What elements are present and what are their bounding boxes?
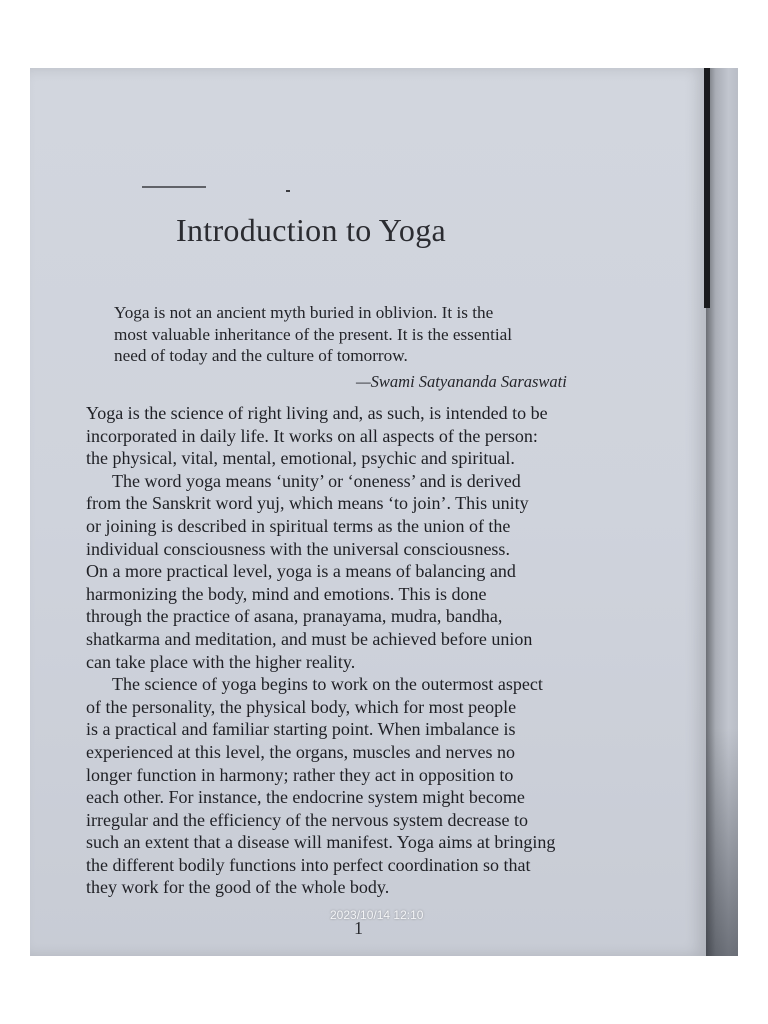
epigraph-line: Yoga is not an ancient myth buried in oblivion. It is the xyxy=(114,303,494,322)
chapter-title: Introduction to Yoga xyxy=(176,212,446,248)
body-line: Yoga is the science of right living and, as such, is intended to be xyxy=(86,403,548,423)
body-line: longer function in harmony; rather they act in opposition to xyxy=(86,764,514,785)
page-number: 1 xyxy=(354,918,363,938)
body-line: individual consciousness with the universal consciousness. xyxy=(86,538,510,559)
body-line: On a more practical level, yoga is a means of balancing and xyxy=(86,561,516,582)
body-line: is a practical and familiar starting point. When imbalance is xyxy=(86,719,516,740)
epigraph-attribution: —Swami Satyananda Saraswati xyxy=(356,372,567,391)
body-line: the different bodily functions into perfect coordination so that xyxy=(86,854,531,875)
epigraph-line: need of today and the culture of tomorrow. xyxy=(114,346,408,365)
body-line: can take place with the higher reality. xyxy=(86,651,356,672)
epigraph-quote xyxy=(114,302,634,367)
body-line: experienced at this level, the organs, muscles and nerves no xyxy=(86,741,516,762)
body-line: irregular and the efficiency of the nervous system decrease to xyxy=(86,809,528,830)
body-line: such an extent that a disease will manifest. Yoga aims at bringing xyxy=(86,832,556,853)
spine-edge-line xyxy=(704,68,710,308)
corner-shadow xyxy=(706,728,738,956)
body-line: The word yoga means ‘unity’ or ‘oneness’ and is derived xyxy=(112,470,521,491)
camera-timestamp: 2023/10/14 12:10 xyxy=(330,908,424,922)
header-dash-mark xyxy=(142,186,206,188)
body-line: of the personality, the physical body, which for most people xyxy=(86,696,517,717)
epigraph-line: most valuable inheritance of the present. It is the essential xyxy=(114,324,513,344)
body-line: harmonizing the body, mind and emotions. This is done xyxy=(86,583,487,604)
book-page-photo xyxy=(30,68,738,956)
body-line: The science of yoga begins to work on the outermost aspect xyxy=(112,674,543,695)
body-text xyxy=(86,402,666,899)
header-dot-mark xyxy=(286,190,290,192)
body-line: incorporated in daily life. It works on all aspects of the person: xyxy=(86,425,538,446)
body-line: through the practice of asana, pranayama, mudra, bandha, xyxy=(86,606,503,627)
body-line: they work for the good of the whole body. xyxy=(86,877,390,898)
body-line: each other. For instance, the endocrine system might become xyxy=(86,787,525,808)
body-line: the physical, vital, mental, emotional, psychic and spiritual. xyxy=(86,448,515,469)
body-line: from the Sanskrit word yuj, which means ‘to join’. This unity xyxy=(86,493,529,514)
body-line: or joining is described in spiritual terms as the union of the xyxy=(86,515,511,536)
body-line: shatkarma and meditation, and must be achieved before union xyxy=(86,628,533,649)
